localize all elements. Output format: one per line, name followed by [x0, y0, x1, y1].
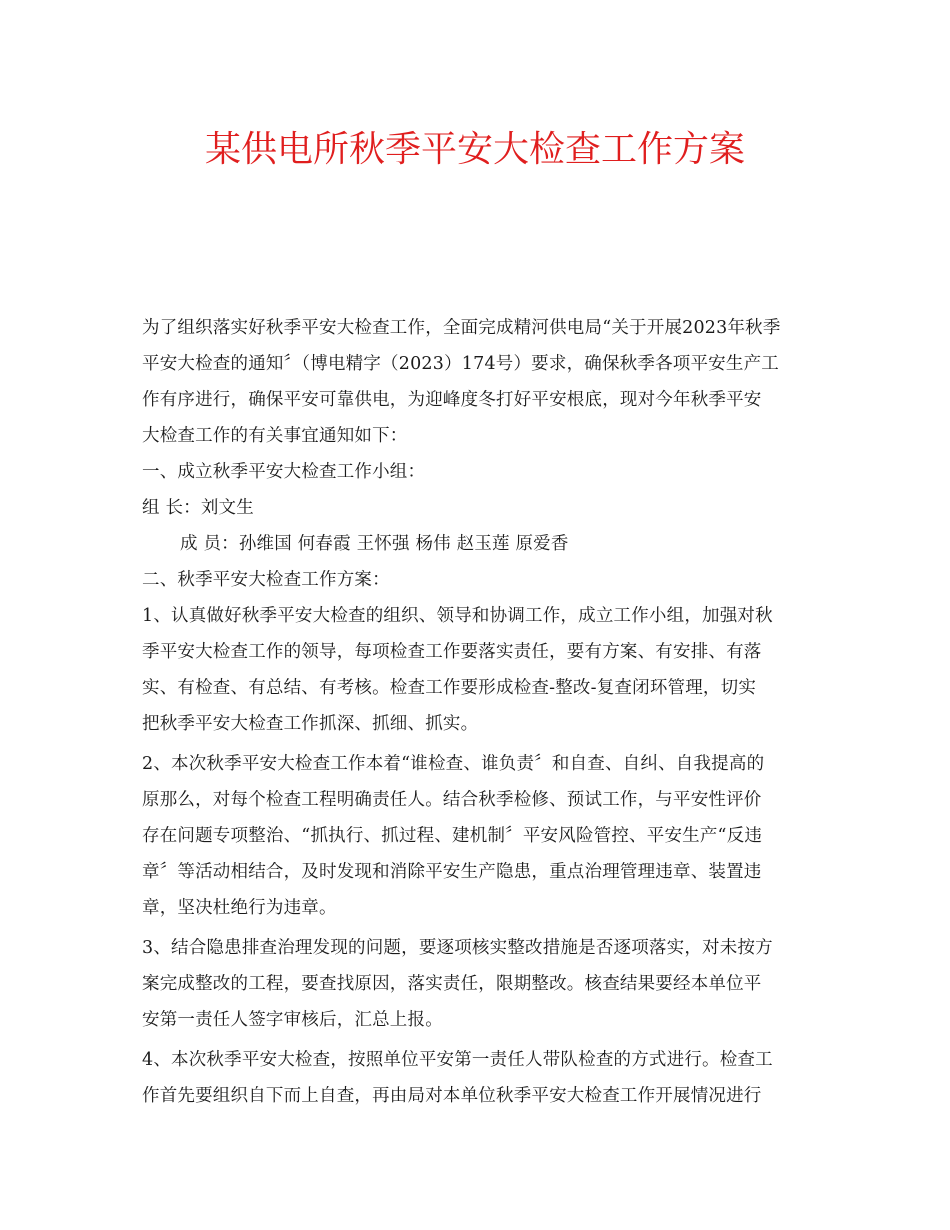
text-line: 3、结合隐患排查治理发现的问题，要逐项核实整改措施是否逐项落实，对未按方: [142, 938, 773, 958]
team-members-line: 成 员：孙维国 何春霞 王怀强 杨伟 赵玉莲 原爱香: [180, 534, 569, 554]
text-line: 安第一责任人签字审核后，汇总上报。: [142, 1010, 443, 1030]
team-leader-line: 组 长：刘文生: [142, 498, 254, 518]
text-line: 把秋季平安大检查工作抓深、抓细、抓实。: [142, 714, 479, 734]
text-line: 1、认真做好秋季平安大检查的组织、领导和协调工作，成立工作小组，加强对秋: [142, 606, 773, 626]
text-line: 章，坚决杜绝行为违章。: [142, 898, 337, 918]
text-line: 为了组织落实好秋季平安大检查工作，全面完成精河供电局“关于开展2023年秋季: [142, 318, 781, 338]
text-line: 大检查工作的有关事宜通知如下：: [142, 426, 408, 446]
text-line: 案完成整改的工程，要查找原因，落实责任，限期整改。核查结果要经本单位平: [142, 974, 762, 994]
text-line: 章〞等活动相结合，及时发现和消除平安生产隐患，重点治理管理违章、装置违: [142, 862, 762, 882]
section-heading: 一、成立秋季平安大检查工作小组：: [142, 462, 426, 482]
text-line: 平安大检查的通知〞（博电精字（2023）174号）要求，确保秋季各项平安生产工: [142, 354, 779, 374]
text-line: 季平安大检查工作的领导，每项检查工作要落实责任，要有方案、有安排、有落: [142, 642, 762, 662]
text-line: 2、本次秋季平安大检查工作本着“谁检查、谁负责〞和自查、自纠、自我提高的: [142, 754, 765, 774]
document-title: 某供电所秋季平安大检查工作方案: [204, 129, 745, 170]
section-heading: 二、秋季平安大检查工作方案：: [142, 570, 390, 590]
text-line: 原那么，对每个检查工程明确责任人。结合秋季检修、预试工作，与平安性评价: [142, 790, 762, 810]
text-line: 实、有检查、有总结、有考核。检查工作要形成检查-整改-复查闭环管理，切实: [142, 678, 757, 698]
text-line: 存在问题专项整治、“抓执行、抓过程、建机制〞平安风险管控、平安生产“反违: [142, 826, 763, 846]
text-line: 作首先要组织自下而上自查，再由局对本单位秋季平安大检查工作开展情况进行: [142, 1086, 762, 1106]
text-line: 4、本次秋季平安大检查，按照单位平安第一责任人带队检查的方式进行。检查工: [142, 1050, 773, 1070]
document-body: [142, 310, 810, 1114]
text-line: 作有序进行，确保平安可靠供电，为迎峰度冬打好平安根底，现对今年秋季平安: [142, 390, 762, 410]
